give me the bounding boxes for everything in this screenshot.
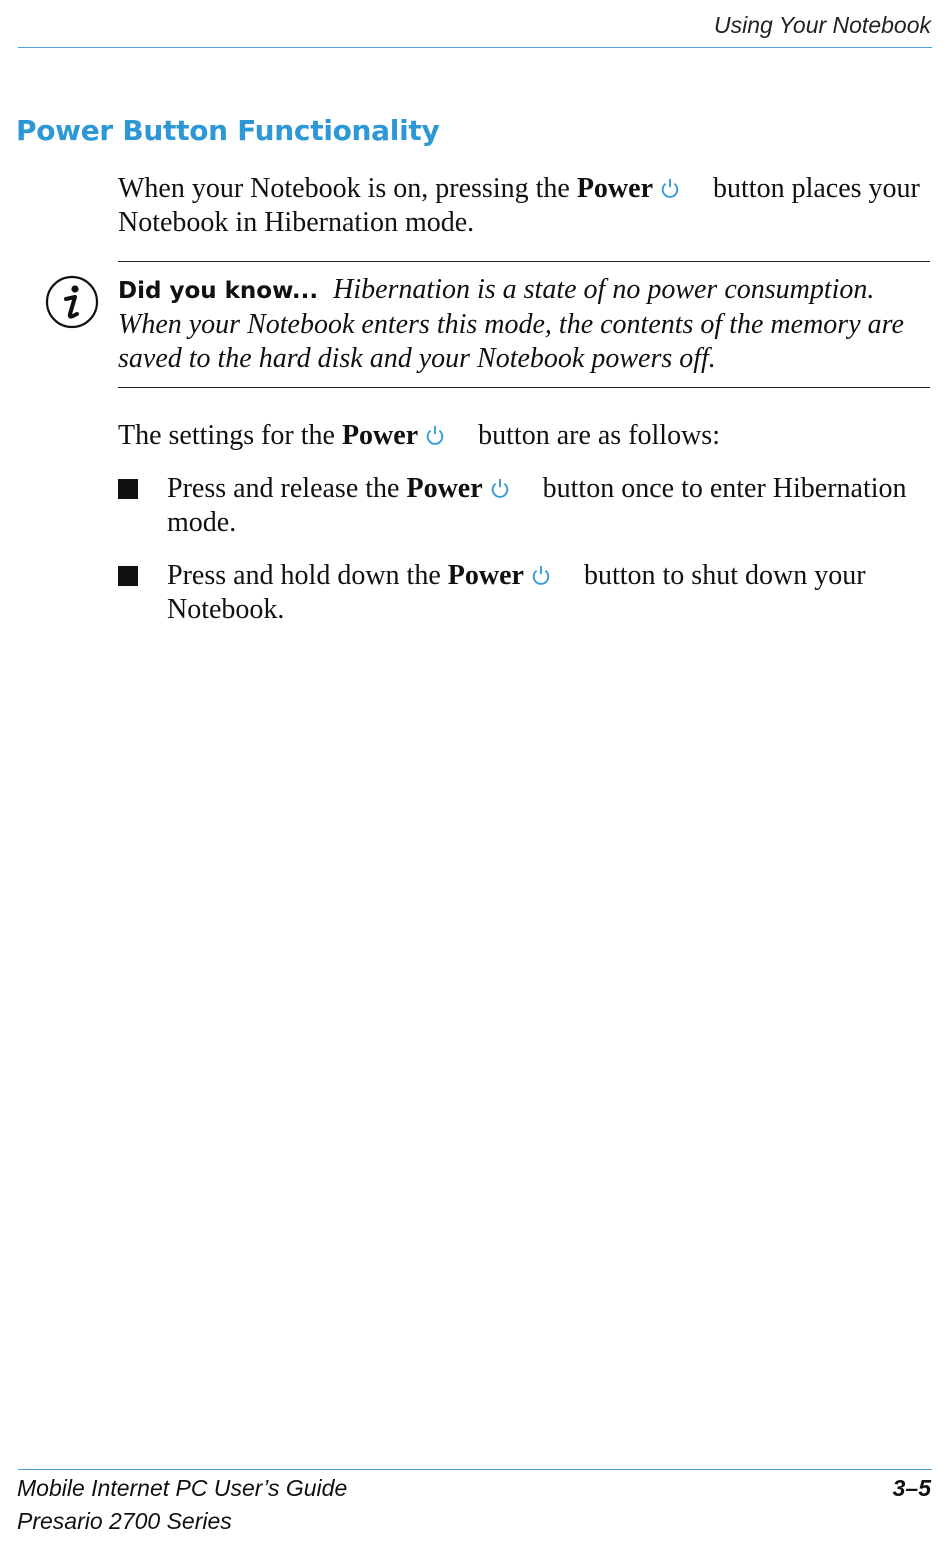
footer-series: Presario 2700 Series	[17, 1508, 232, 1534]
did-you-know-note	[118, 273, 933, 376]
note-text: Hibernation is a state of no power consumption. When your Notebook enters this mode, the contents of the memory are saved to the hard disk and your Notebook powers off.	[118, 274, 904, 374]
power-icon	[489, 478, 511, 500]
settings-power-label: Power	[341, 420, 419, 451]
page-number: 3–5	[892, 1475, 931, 1501]
running-header: Using Your Notebook	[714, 12, 931, 38]
intro-text-before: When your Notebook is on, pressing the	[118, 173, 570, 204]
intro-text-after: button places your Notebook in Hibernation mode.	[118, 173, 920, 238]
bullet-text-before: Press and hold down the	[167, 560, 441, 591]
bullet-text-after: button to shut down your Notebook.	[167, 560, 866, 625]
list-item	[167, 559, 930, 627]
note-top-rule	[118, 261, 930, 262]
bullet-power-label: Power	[406, 473, 483, 504]
power-icon	[424, 425, 446, 447]
bullet-text-after: button once to enter Hibernation mode.	[167, 473, 907, 538]
power-icon	[530, 565, 552, 587]
power-icon	[659, 178, 681, 200]
settings-intro	[118, 419, 930, 453]
list-item	[167, 472, 930, 540]
note-bottom-rule	[118, 387, 930, 388]
note-lead: Did you know...	[118, 278, 319, 304]
header-rule	[18, 47, 932, 48]
footer-guide-title: Mobile Internet PC User’s Guide	[17, 1475, 348, 1501]
bullet-square-icon	[118, 566, 138, 586]
section-title: Power Button Functionality	[16, 114, 440, 147]
settings-text-after: button are as follows:	[478, 420, 720, 451]
intro-paragraph	[118, 172, 930, 240]
bullet-square-icon	[118, 479, 138, 499]
info-icon	[44, 274, 100, 330]
intro-power-label: Power	[576, 173, 654, 204]
bullet-power-label: Power	[447, 560, 524, 591]
bullet-text-before: Press and release the	[167, 473, 400, 504]
footer-rule	[18, 1469, 932, 1470]
settings-text-before: The settings for the	[118, 420, 335, 451]
